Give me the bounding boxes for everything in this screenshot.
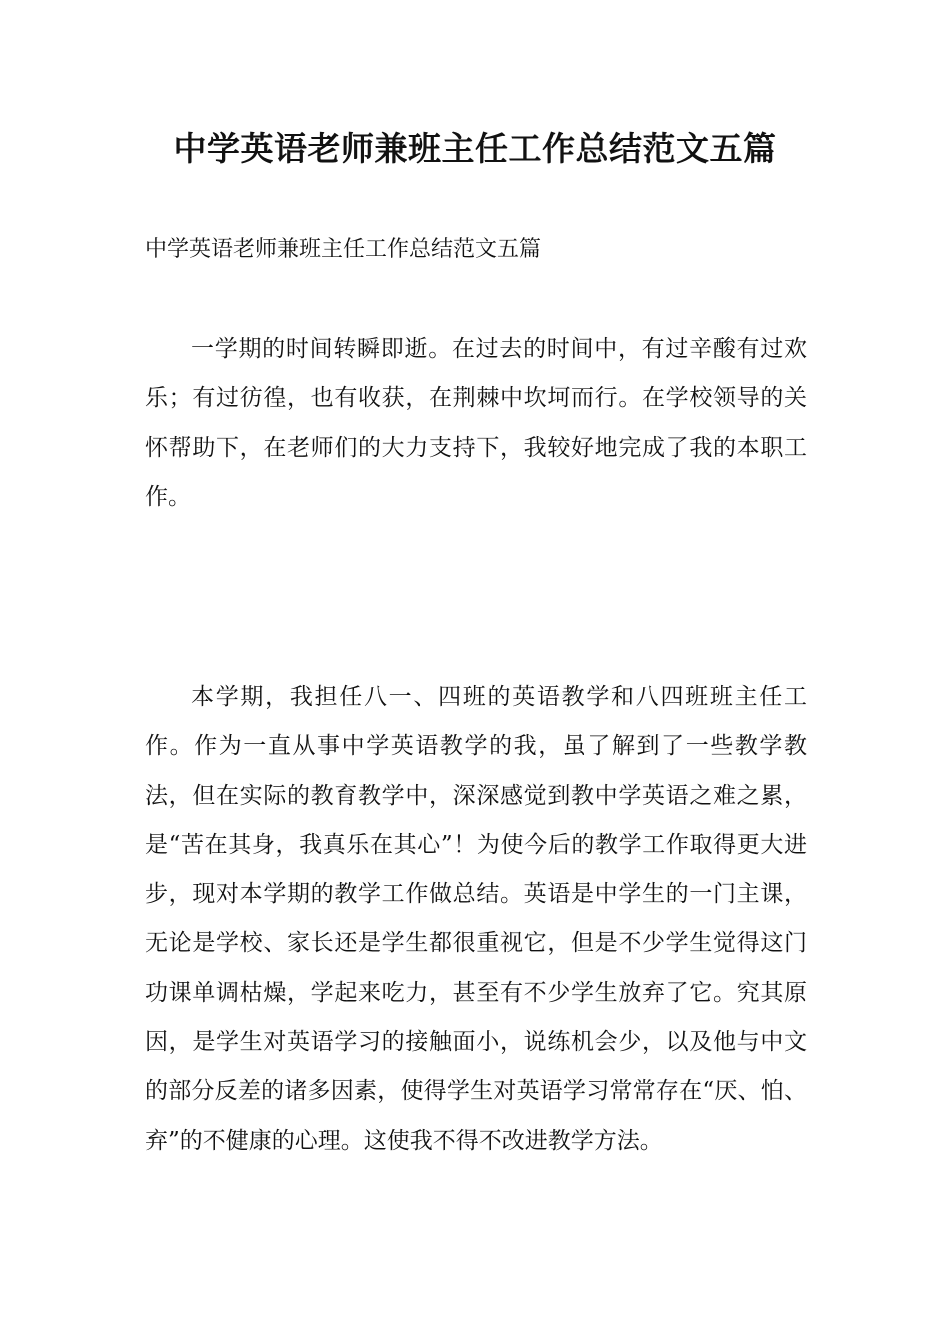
body-paragraph: 一学期的时间转瞬即逝。在过去的时间中，有过辛酸有过欢乐；有过彷徨，也有收获，在荆棘中坎坷而行。在学校领导的关怀帮助下，在老师们的大力支持下，我较好地完成了我的本职工作。 (145, 336, 807, 510)
document-title: 中学英语老师兼班主任工作总结范文五篇 (173, 129, 777, 168)
body-paragraph: 本学期，我担任八一、四班的英语教学和八四班班主任工作。作为一直从事中学英语教学的我，虽了解到了一些教学教法，但在实际的教育教学中，深深感觉到教中学英语之难之累，是“苦在其身，我真乐在其心”！为使今后的教学工作取得更大进步，现对本学期的教学工作做总结。英语是中学生的一门主课，无论是学校、家长还是学生都很重视它，但是不少学生觉得这门功课单调枯燥，学起来吃力，甚至有不少学生放弃了它。究其原因，是学生对英语学习的接触面小，说练机会少，以及他与中文的部分反差的诸多因素，使得学生对英语学习常常存在“厌、怕、弃”的不健康的心理。这使我不得不改进教学方法。 (145, 684, 807, 1154)
document-subtitle: 中学英语老师兼班主任工作总结范文五篇 (145, 237, 542, 262)
